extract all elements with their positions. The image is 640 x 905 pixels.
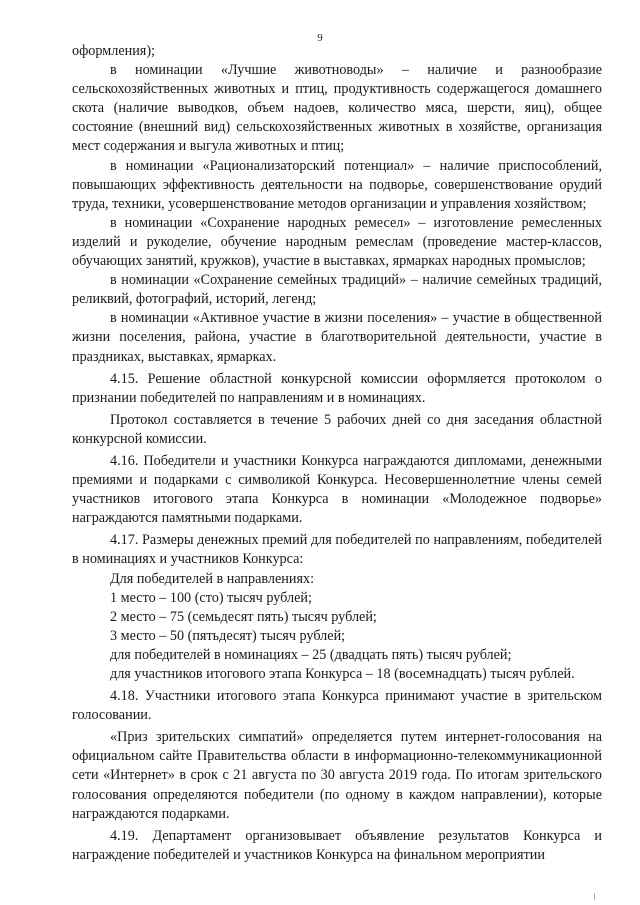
paragraph-4-19: 4.19. Департамент организовывает объявление результатов Конкурса и награждение победителей и участников Конкурса на финальном мероприятии — [72, 827, 602, 863]
paragraph-continuation: оформления); — [72, 43, 155, 59]
paragraph-nomination-community: в номинации «Активное участие в жизни поселения» – участие в общественной жизни поселения, района, участие в благотворительной деятельности, участие в праздниках, выставках, ярмарках. — [72, 310, 602, 365]
paragraph-audience-prize: «Приз зрительских симпатий» определяется путем интернет-голосования на официальном сайте Правительства области в информационно-телекоммуникационной сети «Интернет» в срок с 21 августа по 30 августа 2019 года. По итогам зрительского голосования определяются победители (по одному в каждом направлении), которые награждаются подарками. — [72, 729, 602, 822]
page-number: 9 — [317, 32, 323, 44]
paragraph-protocol: Протокол составляется в течение 5 рабочих дней со дня заседания областной конкурсной комиссии. — [72, 411, 602, 447]
paragraph-nomination-livestock: в номинации «Лучшие животноводы» – наличие и разнообразие сельскохозяйственных животных и птиц, продуктивность содержащегося домашнего скота (наличие выводков, объем надоев, количество мяса, шерсти, яиц), общее состояние (внешний вид) сельскохозяйственных животных в хозяйстве, организация мест содержания и выгула животных и птиц; — [72, 62, 602, 155]
paragraph-nomination-winners: для победителей в номинациях – 25 (двадцать пять) тысяч рублей; — [110, 646, 512, 663]
paragraph-second-place: 2 место – 75 (семьдесят пять) тысяч рублей; — [110, 608, 377, 625]
paragraph-4-17: 4.17. Размеры денежных премий для победителей по направлениям, победителей в номинациях и участников Конкурса: — [72, 532, 602, 568]
paragraph-4-18: 4.18. Участники итогового этапа Конкурса принимают участие в зрительском голосовании. — [72, 688, 602, 724]
paragraph-third-place: 3 место – 50 (пятьдесят) тысяч рублей; — [110, 627, 346, 644]
paragraph-4-15: 4.15. Решение областной конкурсной комиссии оформляется протоколом о признании победителей по направлениям и в номинациях. — [72, 370, 602, 406]
paragraph-nomination-crafts: в номинации «Сохранение народных ремесел» – изготовление ремесленных изделий и рукоделие, обучение народным ремеслам (проведение мастер-классов, обучающих занятий, кружков), участие в выставках, ярмарках народных промыслов; — [72, 214, 602, 270]
paragraph-nomination-traditions: в номинации «Сохранение семейных традиций» – наличие семейных традиций, реликвий, фотографий, историй, легенд; — [72, 272, 602, 308]
document-body — [72, 42, 602, 865]
paragraph-nomination-innovation: в номинации «Рационализаторский потенциал» – наличие приспособлений, повышающих эффективность деятельности на подворье, совершенствование орудий труда, техники, усовершенствование методов организации и управления хозяйством; — [72, 157, 602, 212]
scan-edge-mark — [594, 893, 595, 900]
paragraph-4-16: 4.16. Победители и участники Конкурса награждаются дипломами, денежными премиями и подарками с символикой Конкурса. Несовершеннолетние члены семей участников итогового этапа Конкурса в номинации «Молодежное подворье» награждаются памятными подарками. — [72, 452, 602, 527]
paragraph-first-place: 1 место – 100 (сто) тысяч рублей; — [110, 589, 312, 606]
paragraph-direction-winners: Для победителей в направлениях: — [110, 570, 315, 587]
paragraph-final-participants: для участников итогового этапа Конкурса – 18 (восемнадцать) тысяч рублей. — [110, 666, 575, 682]
